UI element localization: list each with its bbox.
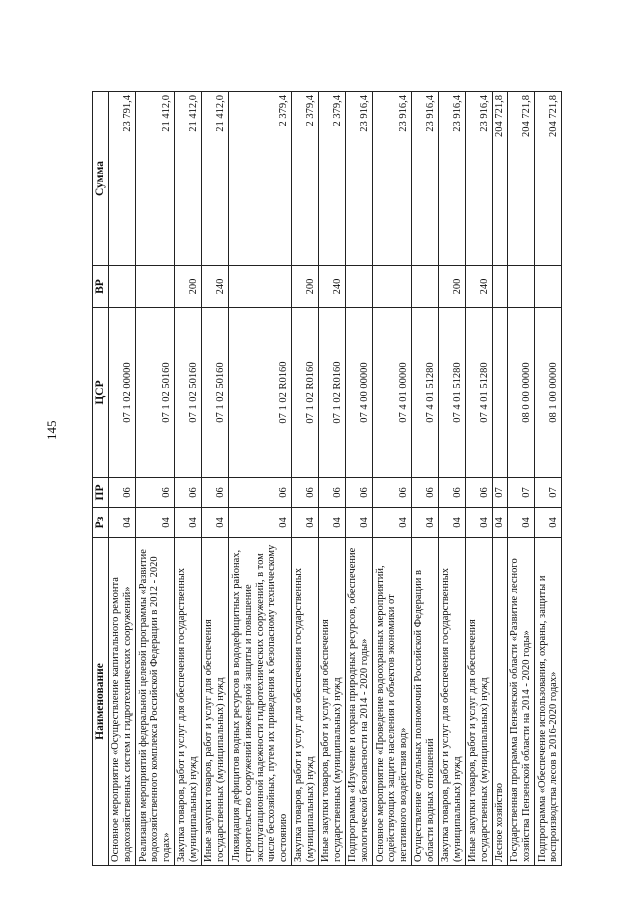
row-name: Государственная программа Пензенской области «Развитие лесного хозяйства Пензенской области на 2014 - 2020 годы» bbox=[507, 538, 534, 866]
row-rz: 04 bbox=[372, 508, 411, 538]
table-row bbox=[465, 92, 492, 866]
row-vr: 200 bbox=[174, 266, 201, 308]
row-pr: 06 bbox=[345, 478, 372, 508]
row-rz: 04 bbox=[465, 508, 492, 538]
row-pr: 06 bbox=[372, 478, 411, 508]
row-csr: 07 4 01 00000 bbox=[372, 308, 411, 478]
budget-table bbox=[92, 91, 562, 866]
row-pr: 06 bbox=[228, 478, 291, 508]
row-vr bbox=[108, 266, 135, 308]
row-name: Основное мероприятие «Проведение водоохранных мероприятий, содействующих защите населения и объектов экономики от негативного воздействия вод» bbox=[372, 538, 411, 866]
row-sum: 23 916,4 bbox=[411, 92, 438, 266]
header-pr: ПР bbox=[93, 478, 109, 508]
row-name: Закупка товаров, работ и услуг для обеспечения государственных (муниципальных) нужд bbox=[174, 538, 201, 866]
row-rz: 04 bbox=[411, 508, 438, 538]
row-pr: 06 bbox=[411, 478, 438, 508]
row-name: Подпрограмма «Изучение и охрана природных ресурсов, обеспечение экологической безопасности на 2014 - 2020 годы» bbox=[345, 538, 372, 866]
table-row bbox=[108, 92, 135, 866]
row-csr: 07 4 01 51280 bbox=[438, 308, 465, 478]
table-row bbox=[345, 92, 372, 866]
row-sum: 2 379,4 bbox=[291, 92, 318, 266]
table-row bbox=[534, 92, 561, 866]
row-csr: 08 1 00 00000 bbox=[534, 308, 561, 478]
row-vr bbox=[228, 266, 291, 308]
table-row bbox=[291, 92, 318, 866]
row-sum: 204 721,8 bbox=[507, 92, 534, 266]
row-pr: 07 bbox=[492, 478, 507, 508]
row-name: Подпрограмма «Обеспечение использования, охраны, защиты и воспроизводства лесов в 2016-2020 годах» bbox=[534, 538, 561, 866]
row-csr bbox=[492, 308, 507, 478]
row-rz: 04 bbox=[291, 508, 318, 538]
row-rz: 04 bbox=[201, 508, 228, 538]
row-rz: 04 bbox=[438, 508, 465, 538]
row-sum: 2 379,4 bbox=[228, 92, 291, 266]
row-pr: 06 bbox=[201, 478, 228, 508]
row-vr bbox=[534, 266, 561, 308]
header-csr: ЦСР bbox=[93, 308, 109, 478]
row-pr: 06 bbox=[438, 478, 465, 508]
row-vr: 240 bbox=[318, 266, 345, 308]
row-csr: 07 4 00 00000 bbox=[345, 308, 372, 478]
row-vr bbox=[492, 266, 507, 308]
header-vr: ВР bbox=[93, 266, 109, 308]
row-pr: 07 bbox=[534, 478, 561, 508]
table-row bbox=[372, 92, 411, 866]
row-rz: 04 bbox=[174, 508, 201, 538]
row-csr: 07 4 01 51280 bbox=[465, 308, 492, 478]
row-rz: 04 bbox=[507, 508, 534, 538]
row-rz: 04 bbox=[318, 508, 345, 538]
header-row bbox=[93, 92, 109, 866]
header-rz: Рз bbox=[93, 508, 109, 538]
row-sum: 23 916,4 bbox=[438, 92, 465, 266]
row-sum: 2 379,4 bbox=[318, 92, 345, 266]
header-name: Наименование bbox=[93, 538, 109, 866]
row-vr bbox=[345, 266, 372, 308]
table-row bbox=[411, 92, 438, 866]
table-row bbox=[135, 92, 174, 866]
row-vr bbox=[135, 266, 174, 308]
row-name: Основное мероприятие «Осуществление капитального ремонта водохозяйственных систем и гидротехнических сооружений» bbox=[108, 538, 135, 866]
table-row bbox=[507, 92, 534, 866]
row-rz: 04 bbox=[492, 508, 507, 538]
row-sum: 23 916,4 bbox=[345, 92, 372, 266]
row-sum: 204 721,8 bbox=[534, 92, 561, 266]
row-rz: 04 bbox=[108, 508, 135, 538]
row-pr: 06 bbox=[465, 478, 492, 508]
row-vr bbox=[507, 266, 534, 308]
row-sum: 23 916,4 bbox=[372, 92, 411, 266]
row-name: Закупка товаров, работ и услуг для обеспечения государственных (муниципальных) нужд bbox=[291, 538, 318, 866]
row-vr bbox=[411, 266, 438, 308]
row-vr: 200 bbox=[438, 266, 465, 308]
row-name: Ликвидация дефицитов водных ресурсов в вододефицитных районах, строительство сооружений инженерной защиты и повышение эксплуатационной надежности гидротехнических сооружений, в том числе бесхозяйных, путем их приведения к безопасному техническому состоянию bbox=[228, 538, 291, 866]
row-name: Реализация мероприятий федеральной целевой программы «Развитие водохозяйственного комплекса Российской Федерации в 2012 - 2020 годах» bbox=[135, 538, 174, 866]
row-vr: 240 bbox=[465, 266, 492, 308]
row-rz: 04 bbox=[228, 508, 291, 538]
row-csr: 08 0 00 00000 bbox=[507, 308, 534, 478]
rotated-table-wrapper bbox=[92, 92, 562, 866]
table-row bbox=[318, 92, 345, 866]
table-row bbox=[492, 92, 507, 866]
row-pr: 06 bbox=[135, 478, 174, 508]
row-csr: 07 1 02 R0160 bbox=[318, 308, 345, 478]
row-csr: 07 1 02 50160 bbox=[201, 308, 228, 478]
header-sum: Сумма bbox=[93, 92, 109, 266]
row-vr: 240 bbox=[201, 266, 228, 308]
row-pr: 06 bbox=[108, 478, 135, 508]
row-rz: 04 bbox=[534, 508, 561, 538]
table-row bbox=[438, 92, 465, 866]
row-vr: 200 bbox=[291, 266, 318, 308]
row-sum: 21 412,0 bbox=[174, 92, 201, 266]
row-sum: 21 412,0 bbox=[135, 92, 174, 266]
row-csr: 07 1 02 00000 bbox=[108, 308, 135, 478]
row-name: Иные закупки товаров, работ и услуг для обеспечения государственных (муниципальных) нужд bbox=[465, 538, 492, 866]
page-number: 145 bbox=[44, 420, 59, 440]
row-csr: 07 4 01 51280 bbox=[411, 308, 438, 478]
row-name: Лесное хозяйство bbox=[492, 538, 507, 866]
row-csr: 07 1 02 R0160 bbox=[291, 308, 318, 478]
row-pr: 06 bbox=[318, 478, 345, 508]
row-csr: 07 1 02 50160 bbox=[174, 308, 201, 478]
row-pr: 06 bbox=[291, 478, 318, 508]
row-sum: 204 721,8 bbox=[492, 92, 507, 266]
row-pr: 07 bbox=[507, 478, 534, 508]
row-name: Осуществление отдельных полномочий Российской Федерации в области водных отношений bbox=[411, 538, 438, 866]
row-rz: 04 bbox=[345, 508, 372, 538]
table-row bbox=[228, 92, 291, 866]
row-sum: 23 916,4 bbox=[465, 92, 492, 266]
row-name: Закупка товаров, работ и услуг для обеспечения государственных (муниципальных) нужд bbox=[438, 538, 465, 866]
table-row bbox=[201, 92, 228, 866]
table-row bbox=[174, 92, 201, 866]
row-csr: 07 1 02 50160 bbox=[135, 308, 174, 478]
row-name: Иные закупки товаров, работ и услуг для обеспечения государственных (муниципальных) нужд bbox=[318, 538, 345, 866]
row-csr: 07 1 02 R0160 bbox=[228, 308, 291, 478]
row-sum: 21 412,0 bbox=[201, 92, 228, 266]
row-pr: 06 bbox=[174, 478, 201, 508]
row-sum: 23 791,4 bbox=[108, 92, 135, 266]
row-name: Иные закупки товаров, работ и услуг для обеспечения государственных (муниципальных) нужд bbox=[201, 538, 228, 866]
row-rz: 04 bbox=[135, 508, 174, 538]
row-vr bbox=[372, 266, 411, 308]
